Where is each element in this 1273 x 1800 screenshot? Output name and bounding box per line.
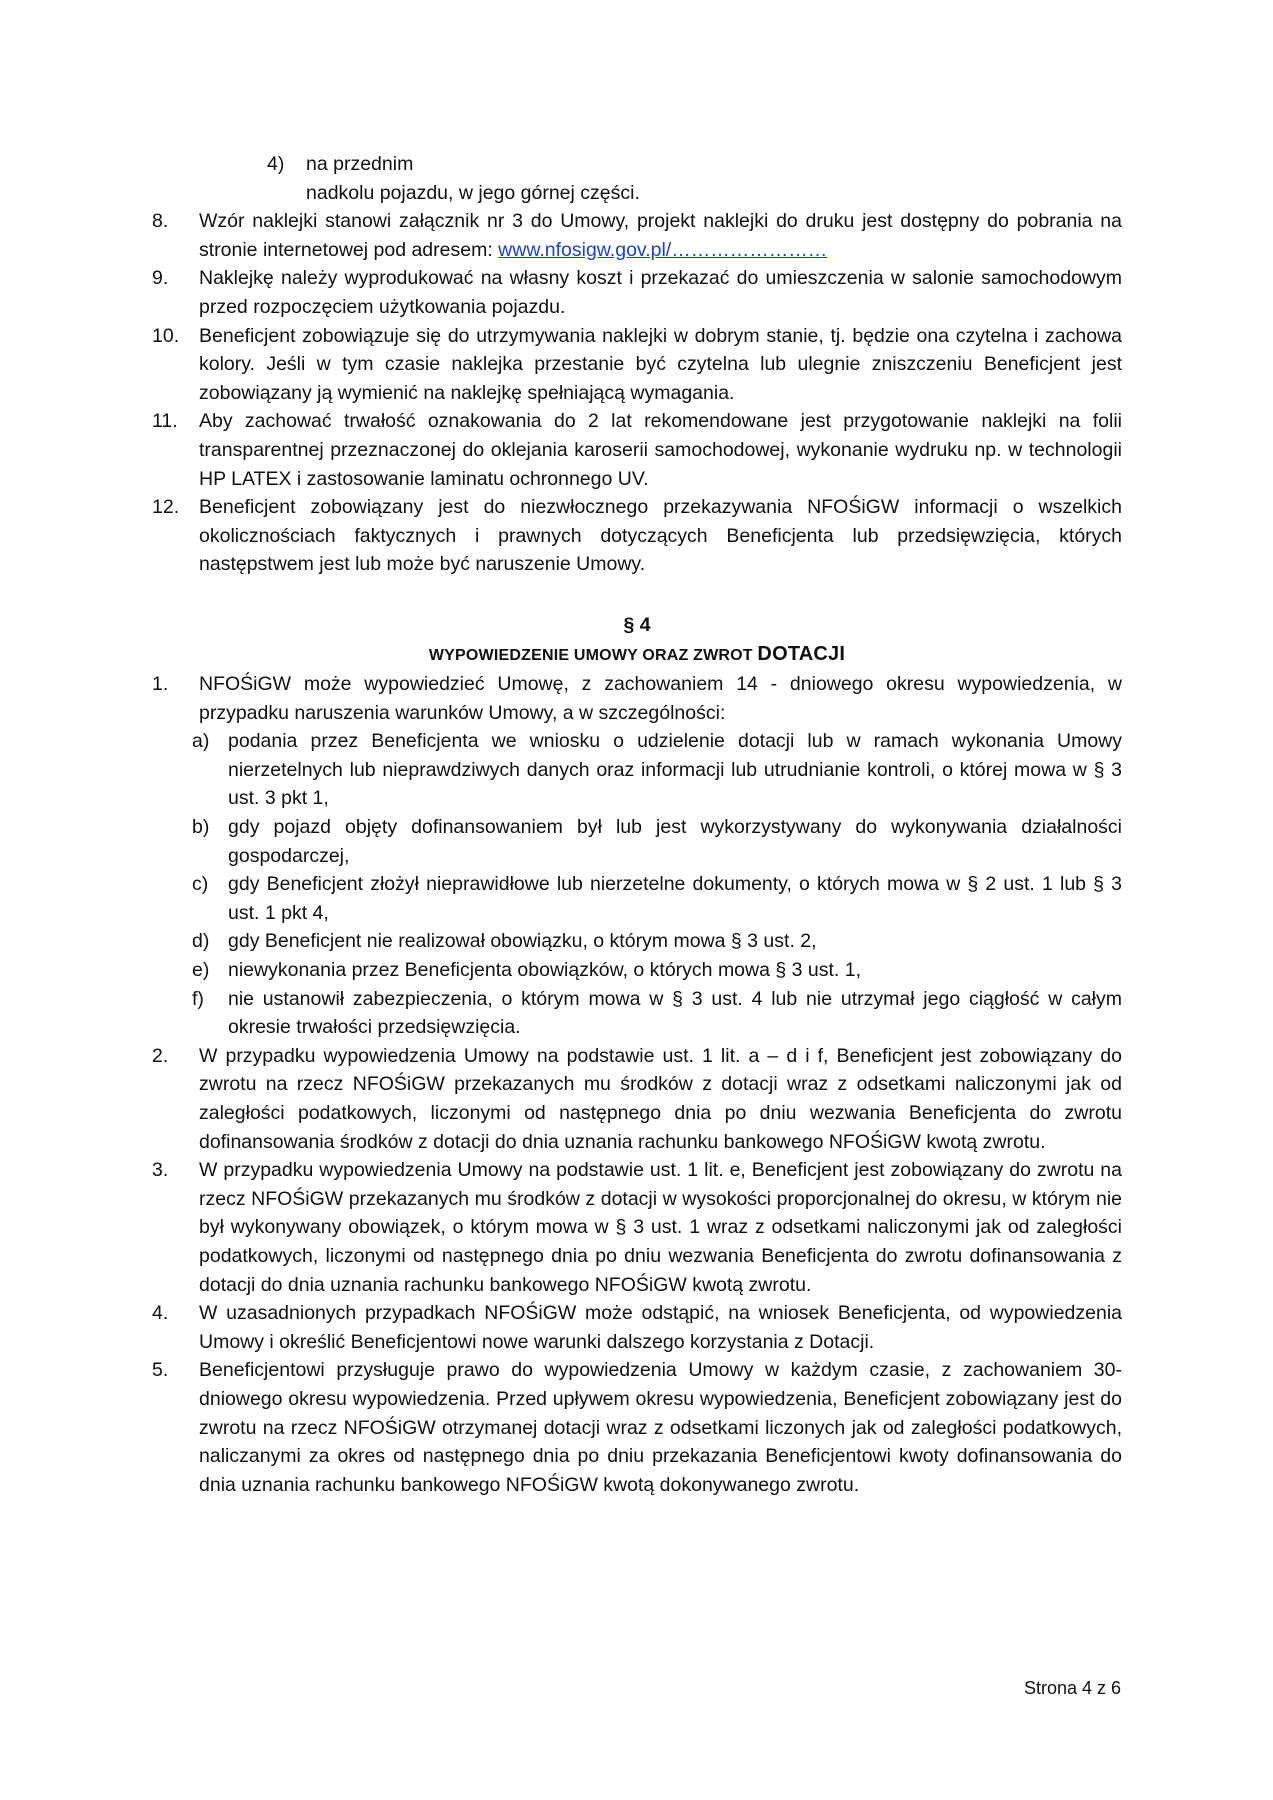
list-number: 4) <box>267 153 285 175</box>
list-number: 5. <box>152 1359 169 1382</box>
list-number: 10. <box>152 324 180 347</box>
list-number: 8. <box>152 210 169 233</box>
list-item-8 <box>152 207 1122 264</box>
list-item-10 <box>152 322 1122 408</box>
section-number: § 4 <box>623 613 651 636</box>
section-title-small: WYPOWIEDZENIE UMOWY ORAZ ZWROT <box>428 646 758 664</box>
list-text: Beneficjent zobowiązany jest do niezwłocznego przekazywania NFOŚiGW informacji o wszelkich okolicznościach faktycznych i prawnych dotyczących Beneficjenta lub przedsięwzięcia, których następstwem jest lub może być naruszenie Umowy. <box>199 496 1122 576</box>
list-text-line: na przednim <box>306 153 414 175</box>
sub-number: b) <box>192 816 210 839</box>
list-text: Naklejkę należy wyprodukować na własny koszt i przekazać do umieszczenia w salonie samochodowym przed rozpoczęciem użytkowania pojazdu. <box>199 267 1122 318</box>
sub-item-e <box>152 956 1122 985</box>
sub-text: niewykonania przez Beneficjenta obowiązków, o których mowa § 3 ust. 1, <box>228 959 862 982</box>
section-item-3 <box>152 1156 1122 1299</box>
list-text: W uzasadnionych przypadkach NFOŚiGW może odstąpić, na wniosek Beneficjenta, od wypowiedzenia Umowy i określić Beneficjentowi nowe warunki dalszego korzystania z Dotacji. <box>199 1302 1122 1353</box>
sub-item-a <box>152 727 1122 813</box>
sub-number: f) <box>192 987 204 1010</box>
sub-text: podania przez Beneficjenta we wniosku o udzielenie dotacji lub w ramach wykonania Umowy nierzetelnych lub nieprawdziwych danych oraz informacji lub utrudnianie kontroli, o której mowa w § 3 ust. 3 pkt 1, <box>228 730 1122 810</box>
section-item-5 <box>152 1356 1122 1499</box>
sub-number: a) <box>192 730 210 753</box>
list-number: 3. <box>152 1159 169 1182</box>
section-title-big: DOTACJI <box>757 642 846 665</box>
sub-text: gdy Beneficjent nie realizował obowiązku, o którym mowa § 3 ust. 2, <box>228 930 817 953</box>
list-item-11 <box>152 407 1122 493</box>
page-content <box>152 150 1122 1499</box>
list-number: 1. <box>152 673 169 696</box>
section-title <box>152 640 1122 671</box>
list-text: NFOŚiGW może wypowiedzieć Umowę, z zachowaniem 14 - dniowego okresu wypowiedzenia, w przypadku naruszenia warunków Umowy, a w szczególności: <box>199 673 1122 724</box>
list-text: Aby zachować trwałość oznakowania do 2 lat rekomendowane jest przygotowanie naklejki na folii transparentnej przeznaczonej do oklejania karoserii samochodowej, wykonanie wydruku np. w technologii HP LATEX i zastosowanie laminatu ochronnego UV. <box>199 410 1122 490</box>
list-item-sub-4 <box>152 150 1122 207</box>
sub-text: gdy pojazd objęty dofinansowaniem był lub jest wykorzystywany do wykonywania działalności gospodarczej, <box>228 816 1122 867</box>
list-text: W przypadku wypowiedzenia Umowy na podstawie ust. 1 lit. a – d i f, Beneficjent jest zobowiązany do zwrotu na rzecz NFOŚiGW przekazanych mu środków z dotacji wraz z odsetkami naliczonymi jak od zaległości podatkowych, liczonymi od następnego dnia po dniu wezwania Beneficjenta do zwrotu dofinansowania środków z dotacji do dnia uznania rachunku bankowego NFOŚiGW kwotą zwrotu. <box>199 1044 1122 1153</box>
section-item-4 <box>152 1299 1122 1356</box>
sub-text: gdy Beneficjent złożył nieprawidłowe lub nierzetelne dokumenty, o których mowa w § 2 ust. 1 lub § 3 ust. 1 pkt 4, <box>228 873 1122 924</box>
sub-text: nie ustanowił zabezpieczenia, o którym mowa w § 3 ust. 4 lub nie utrzymał jego ciągłość w całym okresie trwałości przedsięwzięcia. <box>228 987 1122 1039</box>
sub-number: c) <box>192 873 209 896</box>
list-number: 11. <box>152 410 178 433</box>
list-text-body: Wzór naklejki stanowi załącznik nr 3 do Umowy, projekt naklejki do druku jest dostępny do pobrania na stronie internetowej pod adresem: <box>199 210 1122 261</box>
list-number: 12. <box>152 496 180 519</box>
section-item-1 <box>152 670 1122 727</box>
section-item-2 <box>152 1042 1122 1156</box>
page-number: Strona 4 z 6 <box>1023 1678 1121 1698</box>
list-item-9 <box>152 264 1122 321</box>
sub-number: e) <box>192 959 210 982</box>
sub-item-d <box>152 927 1122 956</box>
list-text <box>199 207 1122 264</box>
list-item-12 <box>152 493 1122 579</box>
list-text: Beneficjent zobowiązuje się do utrzymywania naklejki w dobrym stanie, tj. będzie ona czytelna i zachowa kolory. Jeśli w tym czasie naklejka przestanie być czytelna lub ulegnie zniszczeniu Beneficjent jest zobowiązany ją wymienić na naklejkę spełniającą wymagania. <box>199 324 1122 404</box>
list-number: 2. <box>152 1044 169 1067</box>
sub-item-b <box>152 813 1122 870</box>
list-number: 4. <box>152 1302 169 1325</box>
list-text: W przypadku wypowiedzenia Umowy na podstawie ust. 1 lit. e, Beneficjent jest zobowiązany do zwrotu na rzecz NFOŚiGW przekazanych mu środków z dotacji w wysokości proporcjonalnej do okresu, w którym nie był wykonywany obowiązek, o którym mowa w § 3 ust. 1 wraz z odsetkami naliczonymi jak od zaległości podatkowych, liczonymi od następnego dnia po dniu wezwania Beneficjenta do zwrotu dofinansowania z dotacji do dnia uznania rachunku bankowego NFOŚiGW kwotą zwrotu. <box>199 1159 1122 1296</box>
sub-number: d) <box>192 930 210 953</box>
list-text-line: nadkolu pojazdu, w jego górnej części. <box>306 181 640 204</box>
list-number: 9. <box>152 267 169 290</box>
sub-item-f <box>152 985 1122 1042</box>
download-link[interactable]: www.nfosigw.gov.pl/…………………… <box>498 238 828 261</box>
sub-item-c <box>152 870 1122 927</box>
list-text: Beneficjentowi przysługuje prawo do wypowiedzenia Umowy w każdym czasie, z zachowaniem 30-dniowego okresu wypowiedzenia. Przed upływem okresu wypowiedzenia, Beneficjent zobowiązany jest do zwrotu na rzecz NFOŚiGW otrzymanej dotacji wraz z odsetkami liczonych jak od zaległości podatkowych, naliczanymi za okres od następnego dnia po dniu przekazania Beneficjentowi kwoty dofinansowania do dnia uznania rachunku bankowego NFOŚiGW kwotą dokonywanego zwrotu. <box>199 1359 1122 1496</box>
